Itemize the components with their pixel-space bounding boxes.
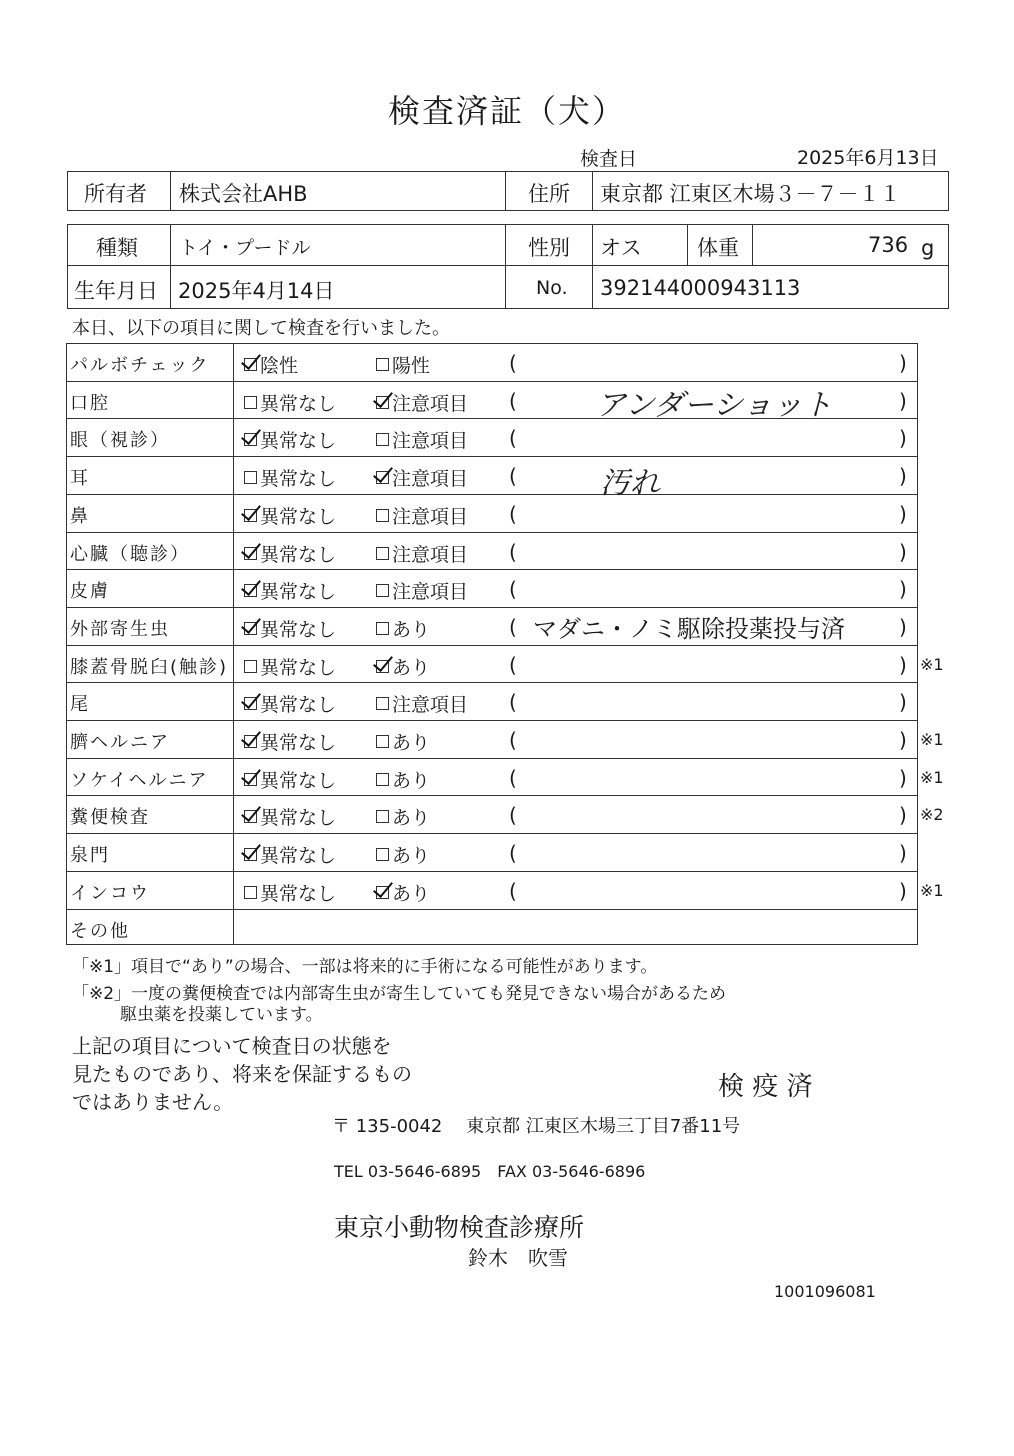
quarantine-stamp: 検 疫 済 xyxy=(718,1072,813,1102)
inspection-row xyxy=(0,577,1014,603)
row-divider xyxy=(66,758,918,759)
checkbox[interactable] xyxy=(244,433,257,446)
option-abnormal[interactable] xyxy=(376,426,468,453)
option-label: 異常なし xyxy=(260,544,337,566)
option-label: 異常なし xyxy=(260,807,337,829)
footnote-mark: ※2 xyxy=(920,805,944,824)
option-label: 注意項目 xyxy=(392,468,469,490)
checkbox[interactable] xyxy=(376,773,389,786)
paren-close: ) xyxy=(899,803,907,827)
exam-date-label: 検査日 xyxy=(580,148,638,170)
paren-close: ) xyxy=(899,502,907,526)
paren-close: ) xyxy=(899,841,907,865)
option-label: 注意項目 xyxy=(392,393,469,415)
option-label: 異常なし xyxy=(260,619,337,641)
paren-open: ( xyxy=(509,615,517,639)
row-label: パルボチェック xyxy=(70,355,210,376)
row-divider xyxy=(66,795,918,796)
paren-open: ( xyxy=(509,351,517,375)
checkbox[interactable] xyxy=(244,622,257,635)
footnote-mark: ※1 xyxy=(920,768,944,787)
disclaimer-line-3: ではありません。 xyxy=(72,1090,234,1114)
option-abnormal[interactable] xyxy=(376,841,430,868)
paren-open: ( xyxy=(509,577,517,601)
owner-value: 株式会社AHB xyxy=(179,182,308,206)
address-value: 東京都 江東区木場３－７－１１ xyxy=(600,182,901,206)
row-divider xyxy=(66,569,918,570)
option-label: 陰性 xyxy=(260,355,299,377)
row-divider xyxy=(66,607,918,608)
checkbox[interactable] xyxy=(376,622,389,635)
row-label: 膝蓋骨脱臼(触診) xyxy=(70,657,229,678)
paren-close: ) xyxy=(899,766,907,790)
inspection-row xyxy=(0,389,1014,415)
row-label: 尾 xyxy=(70,694,90,715)
checkbox[interactable] xyxy=(376,396,389,409)
row-divider xyxy=(66,682,918,683)
option-normal[interactable] xyxy=(244,426,336,453)
option-normal[interactable] xyxy=(244,577,336,604)
paren-close: ) xyxy=(899,464,907,488)
option-normal[interactable] xyxy=(244,766,336,793)
row-label: 糞便検査 xyxy=(70,807,150,828)
row-label: 泉門 xyxy=(70,845,110,866)
row-label: 臍ヘルニア xyxy=(70,732,170,753)
checkbox[interactable] xyxy=(376,660,389,673)
inspection-row xyxy=(0,728,1014,754)
checkbox[interactable] xyxy=(376,848,389,861)
option-normal[interactable] xyxy=(244,464,336,491)
row-divider xyxy=(66,532,918,533)
row-divider xyxy=(66,871,918,872)
paren-close: ) xyxy=(899,728,907,752)
option-label: 異常なし xyxy=(260,506,337,528)
row-label: その他 xyxy=(70,921,130,942)
paren-close: ) xyxy=(899,577,907,601)
footnote-mark: ※1 xyxy=(920,730,944,749)
checkbox[interactable] xyxy=(244,509,257,522)
option-label: あり xyxy=(392,732,431,754)
checkbox[interactable] xyxy=(376,886,389,899)
inspection-row xyxy=(0,615,1014,641)
row-label: 心臓（聴診） xyxy=(70,544,190,565)
option-label: 異常なし xyxy=(260,732,337,754)
checkbox[interactable] xyxy=(244,697,257,710)
paren-open: ( xyxy=(509,690,517,714)
option-label: 異常なし xyxy=(260,883,337,905)
option-label: あり xyxy=(392,883,431,905)
option-abnormal[interactable] xyxy=(376,615,430,642)
checkbox[interactable] xyxy=(244,848,257,861)
checkbox[interactable] xyxy=(376,584,389,597)
option-label: 異常なし xyxy=(260,770,337,792)
weight-unit: g xyxy=(921,236,935,260)
intro-text: 本日、以下の項目に関して検査を行いました。 xyxy=(72,318,450,339)
row-divider xyxy=(66,720,918,721)
option-label: 異常なし xyxy=(260,393,337,415)
paren-close: ) xyxy=(899,615,907,639)
birth-value: 2025年4月14日 xyxy=(178,279,335,303)
row-label: 鼻 xyxy=(70,506,90,527)
paren-close: ) xyxy=(899,690,907,714)
row-divider xyxy=(66,456,918,457)
clinic-address: 〒 135-0042 東京都 江東区木場三丁目7番11号 xyxy=(332,1116,741,1137)
paren-open: ( xyxy=(509,540,517,564)
checkbox[interactable] xyxy=(244,358,257,371)
checkbox[interactable] xyxy=(244,735,257,748)
sex-value: オス xyxy=(600,236,642,260)
checkbox[interactable] xyxy=(376,810,389,823)
inspection-row xyxy=(0,653,1014,679)
disclaimer-line-2: 見たものであり、将来を保証するもの xyxy=(72,1062,412,1086)
option-normal[interactable] xyxy=(244,351,298,378)
row-divider xyxy=(66,909,918,910)
option-label: 注意項目 xyxy=(392,581,469,603)
row-label: インコウ xyxy=(70,883,150,904)
checkbox[interactable] xyxy=(376,547,389,560)
footnote-mark: ※1 xyxy=(920,655,944,674)
inspection-row xyxy=(0,766,1014,792)
option-label: 注意項目 xyxy=(392,506,469,528)
option-normal[interactable] xyxy=(244,841,336,868)
option-label: 異常なし xyxy=(260,468,337,490)
row-label: ソケイヘルニア xyxy=(70,770,209,791)
checkbox[interactable] xyxy=(376,509,389,522)
option-abnormal[interactable] xyxy=(376,690,468,717)
paren-open: ( xyxy=(509,766,517,790)
option-label: 異常なし xyxy=(260,694,337,716)
option-label: あり xyxy=(392,770,431,792)
sex-label: 性別 xyxy=(528,236,570,260)
weight-value: 736 xyxy=(868,233,909,257)
paren-open: ( xyxy=(509,502,517,526)
checkbox[interactable] xyxy=(244,547,257,560)
checkbox[interactable] xyxy=(244,471,257,484)
breed-value: トイ・プードル xyxy=(179,237,311,259)
option-label: 異常なし xyxy=(260,657,337,679)
paren-open: ( xyxy=(509,464,517,488)
option-abnormal[interactable] xyxy=(376,728,430,755)
option-abnormal[interactable] xyxy=(376,803,430,830)
option-normal[interactable] xyxy=(244,615,336,642)
option-abnormal[interactable] xyxy=(376,766,430,793)
option-normal[interactable] xyxy=(244,690,336,717)
inspection-row xyxy=(0,879,1014,905)
breed-label: 種類 xyxy=(96,236,138,260)
option-abnormal[interactable] xyxy=(376,879,430,906)
checkbox[interactable] xyxy=(244,660,257,673)
paren-open: ( xyxy=(509,803,517,827)
owner-label: 所有者 xyxy=(84,182,147,206)
paren-close: ) xyxy=(899,389,907,413)
clinic-phone-fax: TEL 03-5646-6895 FAX 03-5646-6896 xyxy=(334,1162,646,1181)
checkbox[interactable] xyxy=(376,433,389,446)
disclaimer-line-1: 上記の項目について検査日の状態を xyxy=(72,1034,392,1058)
paren-close: ) xyxy=(899,351,907,375)
checkbox[interactable] xyxy=(244,886,257,899)
paren-close: ) xyxy=(899,540,907,564)
row-divider xyxy=(66,494,918,495)
inspection-row xyxy=(0,690,1014,716)
option-label: あり xyxy=(392,845,431,867)
option-normal[interactable] xyxy=(244,728,336,755)
inspection-row xyxy=(0,464,1014,490)
weight-label: 体重 xyxy=(697,236,739,260)
inspection-row xyxy=(0,803,1014,829)
paren-close: ) xyxy=(899,653,907,677)
serial-number: 1001096081 xyxy=(774,1282,876,1301)
row-divider xyxy=(66,645,918,646)
footnote-1: 「※1」項目で“あり”の場合、一部は将来的に手術になる可能性があります。 xyxy=(72,957,658,977)
option-abnormal[interactable] xyxy=(376,351,430,378)
option-label: 異常なし xyxy=(260,581,337,603)
row-label: 眼（視診） xyxy=(70,430,170,451)
option-label: 異常なし xyxy=(260,845,337,867)
option-label: あり xyxy=(392,657,431,679)
inspection-row xyxy=(0,426,1014,452)
paren-close: ) xyxy=(899,879,907,903)
option-normal[interactable] xyxy=(244,502,336,529)
option-normal[interactable] xyxy=(244,879,336,906)
paren-open: ( xyxy=(509,389,517,413)
inspection-row xyxy=(0,351,1014,377)
paren-open: ( xyxy=(509,879,517,903)
paren-open: ( xyxy=(509,426,517,450)
handwritten-note-mouth: アンダーショット xyxy=(596,388,833,423)
option-normal[interactable] xyxy=(244,653,336,680)
row-label: 外部寄生虫 xyxy=(70,619,170,640)
row-label: 耳 xyxy=(70,468,90,489)
option-label: 注意項目 xyxy=(392,544,469,566)
option-abnormal[interactable] xyxy=(376,653,430,680)
option-abnormal[interactable] xyxy=(376,464,468,491)
handwritten-note-ear: 汚れ xyxy=(600,466,660,501)
checkbox[interactable] xyxy=(244,584,257,597)
option-label: あり xyxy=(392,619,431,641)
no-value: 392144000943113 xyxy=(600,276,801,300)
veterinarian-name: 鈴木 吹雪 xyxy=(468,1246,568,1270)
footnote-mark: ※1 xyxy=(920,881,944,900)
clinic-name: 東京小動物検査診療所 xyxy=(334,1213,585,1242)
option-normal[interactable] xyxy=(244,389,336,416)
paren-close: ) xyxy=(899,426,907,450)
row-label: 皮膚 xyxy=(70,581,110,602)
option-abnormal[interactable] xyxy=(376,389,468,416)
parasite-note: マダニ・ノミ駆除投薬投与済 xyxy=(533,615,845,643)
checkbox[interactable] xyxy=(376,735,389,748)
paren-open: ( xyxy=(509,728,517,752)
option-label: 注意項目 xyxy=(392,430,469,452)
other-row xyxy=(0,917,1014,943)
checkbox[interactable] xyxy=(244,810,257,823)
checkbox[interactable] xyxy=(376,697,389,710)
row-divider xyxy=(66,833,918,834)
paren-open: ( xyxy=(509,841,517,865)
option-abnormal[interactable] xyxy=(376,577,468,604)
option-label: 異常なし xyxy=(260,430,337,452)
address-label: 住所 xyxy=(528,182,570,206)
inspection-row xyxy=(0,540,1014,566)
option-label: 注意項目 xyxy=(392,694,469,716)
birth-label: 生年月日 xyxy=(74,279,158,303)
inspection-row xyxy=(0,502,1014,528)
option-normal[interactable] xyxy=(244,803,336,830)
option-label: あり xyxy=(392,807,431,829)
row-label: 口腔 xyxy=(70,393,110,414)
footnote-2-cont: 駆虫薬を投薬しています。 xyxy=(120,1005,323,1025)
certificate-title: 検査済証（犬） xyxy=(387,92,626,130)
checkbox[interactable] xyxy=(376,471,389,484)
option-abnormal[interactable] xyxy=(376,502,468,529)
checkbox[interactable] xyxy=(244,396,257,409)
paren-open: ( xyxy=(509,653,517,677)
option-abnormal[interactable] xyxy=(376,540,468,567)
footnote-2: 「※2」一度の糞便検査では内部寄生虫が寄生していても発見できない場合があるため xyxy=(72,984,727,1004)
option-label: 陽性 xyxy=(392,355,431,377)
no-label: No. xyxy=(536,277,568,299)
inspection-row xyxy=(0,841,1014,867)
exam-date: 2025年6月13日 xyxy=(797,147,939,169)
checkbox[interactable] xyxy=(244,773,257,786)
checkbox[interactable] xyxy=(376,358,389,371)
option-normal[interactable] xyxy=(244,540,336,567)
